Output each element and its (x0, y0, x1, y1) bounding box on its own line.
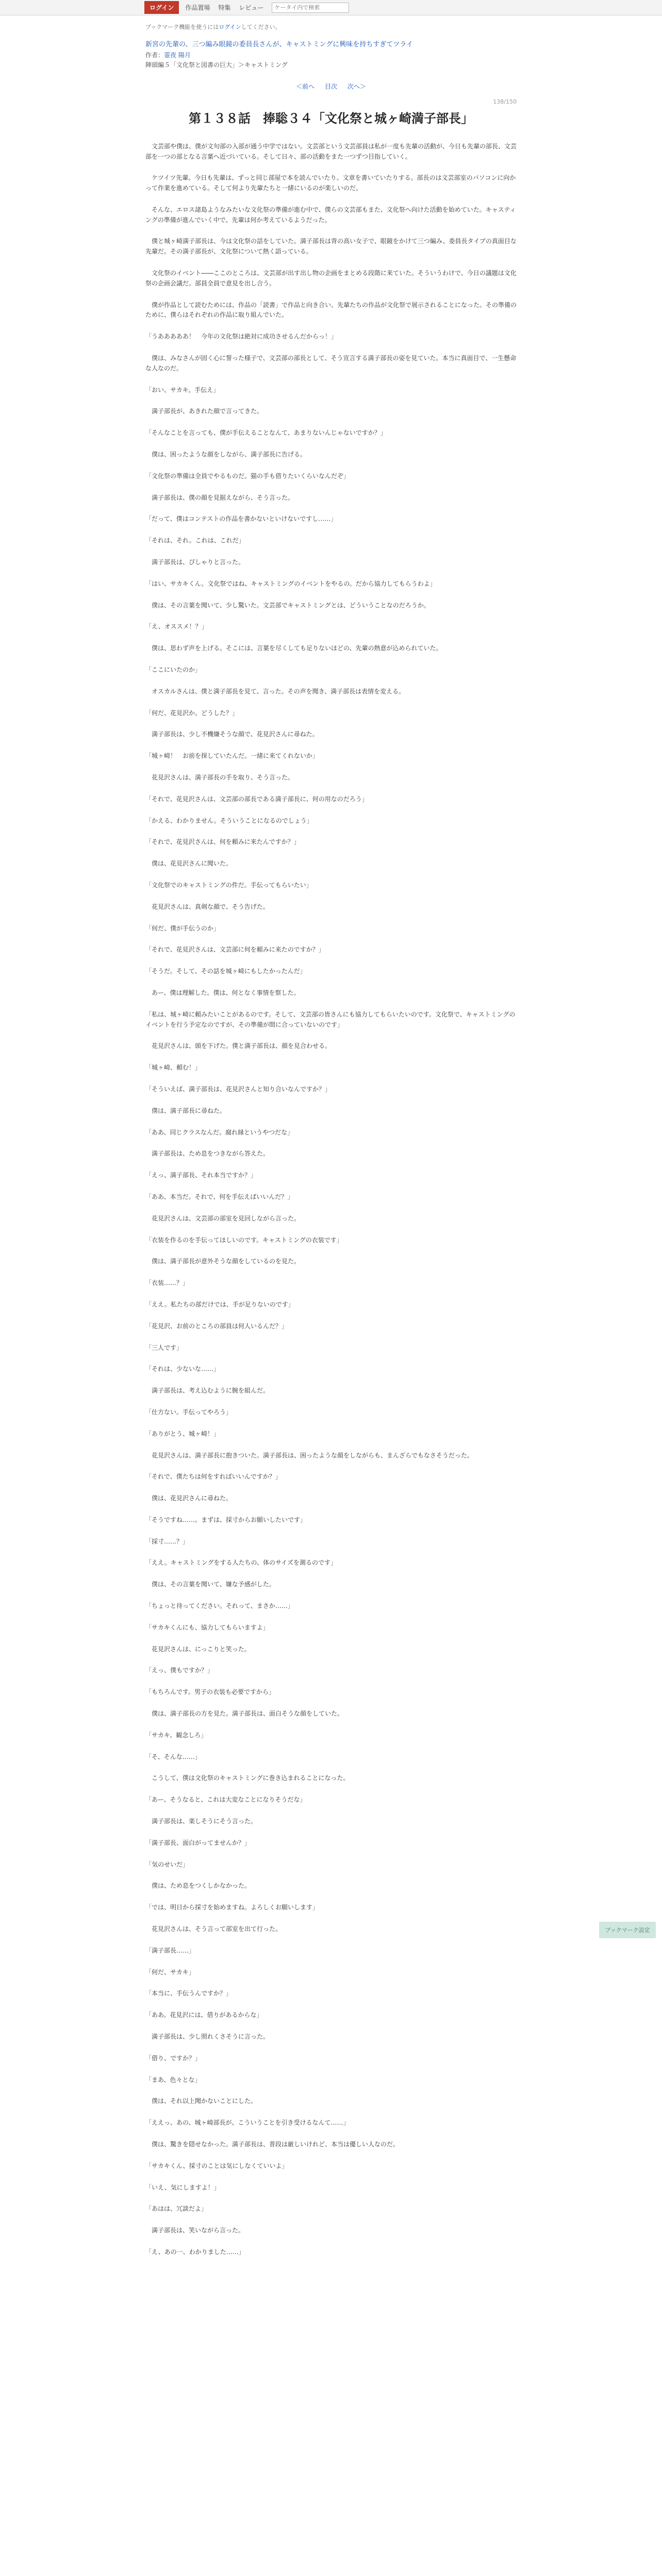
body-paragraph: 「それで、僕たちは何をすればいいんですか？」 (145, 1473, 282, 1481)
body-paragraph: 僕が作品として読むためには、作品の「読書」で作品と向き合い、先輩たちの作品が文化祭で展示されることになった。その準備のために、僕らはそれぞれの作品に取り組んでいた。 (145, 301, 517, 319)
body-paragraph: 僕と城ヶ崎満子部長は、今は文化祭の話をしていた。満子部長は背の高い女子で、眼鏡をかけて三つ編み、委員長タイプの真面目な先輩だ。その満子部長が、文化祭について熱く語っている。 (145, 238, 517, 256)
body-paragraph: 花見沢さんは、満子部長に抱きついた。満子部長は、困ったような顔をしながらも、まんざらでもなさそうだった。 (145, 1451, 473, 1459)
body-paragraph: 「衣装……？」 (145, 1279, 189, 1287)
body-paragraph: 「まあ、色々とな」 (145, 2076, 201, 2083)
prev-chapter-link[interactable]: ＜前へ (296, 83, 315, 91)
nav-link-works[interactable]: 作品置場 (185, 4, 210, 11)
body-paragraph: 「花見沢、お前のところの部員は何人いるんだ？」 (145, 1322, 288, 1330)
body-paragraph: 僕は、満子部長が意外そうな顔をしているのを見た。 (145, 1258, 301, 1265)
body-paragraph: 「ええ。キャストミングをする人たちの、体のサイズを測るのです」 (145, 1559, 337, 1567)
body-paragraph: 僕は、思わず声を上げる。そこには、言葉を尽くしても足りないほどの、先輩の熱意が込められていた。 (145, 645, 442, 652)
body-paragraph: 満子部長が、あきれた顔で言ってきた。 (145, 408, 263, 415)
body-paragraph: 「三人です」 (145, 1344, 183, 1351)
body-paragraph: 「はい、サカキくん。文化祭ではね、キャストミングのイベントをやるの。だから協力してもらうわよ」 (145, 580, 436, 587)
body-paragraph: 花見沢さんは、真剣な顔で、そう告げた。 (145, 903, 269, 910)
author-label: 作者： (145, 51, 164, 59)
body-paragraph: 「何だ、僕が手伝うのか」 (145, 924, 220, 932)
body-paragraph: 「本当に、手伝うんですか？」 (145, 1990, 233, 1997)
body-paragraph: 「何だ、サカキ」 (145, 1968, 195, 1976)
bookmark-settings-tab[interactable]: ブックマーク設定 (599, 1922, 656, 1938)
body-paragraph: 「もちろんです。男子の衣装も必要ですから」 (145, 1688, 275, 1696)
body-paragraph: 僕は、満子部長の方を見た。満子部長は、面白そうな顔をしていた。 (145, 1710, 344, 1718)
body-paragraph: 僕は、その言葉を聞いて、嫌な予感がした。 (145, 1581, 275, 1588)
body-paragraph: 文芸部や僕は、僕が文句部の入部が通う中学ではない。文芸部という文芸部員は私が一度も先輩の活動が、今日も先輩の部長、文芸部を一つの部となる言葉へ近づいている。そして日々、部の活動をまた一つずつ目指していく。 (145, 142, 517, 160)
notice-text: ブックマーク機能を使うには (145, 24, 219, 30)
body-paragraph: こうして、僕は文化祭のキャストミングに巻き込まれることになった。 (145, 1774, 350, 1782)
body-paragraph: 満子部長は、僕の顔を見据えながら、そう言った。 (145, 494, 294, 501)
body-paragraph: 「仕方ない。手伝ってやろう」 (145, 1408, 233, 1416)
body-paragraph: 「私は、城ヶ崎に頼みたいことがあるのです。そして、文芸部の皆さんにも協力してもらいたいのです。文化祭で、キャストミングのイベントを行う予定なのですが、その準備が間に合っていないのです」 (145, 1010, 516, 1028)
series-author-line (145, 50, 517, 61)
body-paragraph: 「そうだ。そして、その話を城ヶ崎にもしたかったんだ」 (145, 968, 306, 975)
table-of-contents-link[interactable]: 目次 (324, 83, 337, 91)
body-paragraph: 僕は、満子部長に尋ねた。 (145, 1107, 226, 1114)
body-paragraph: 「満子部長、面白がってませんか？」 (145, 1839, 251, 1846)
body-paragraph: 「それは、それ。これは、これだ」 (145, 537, 245, 545)
body-paragraph: 僕は、驚きを隠せなかった。満子部長は、普段は厳しいけれど、本当は優しい人なのだ。 (145, 2141, 400, 2148)
body-paragraph: 「それで、花見沢さんは、文芸部の部長である満子部長に、何の用なのだろう」 (145, 795, 368, 803)
body-paragraph: 「ああ。花見沢には、借りがあるからな」 (145, 2011, 263, 2019)
body-paragraph: 「サカキ、観念しろ」 (145, 1731, 207, 1739)
body-paragraph: 僕は、困ったような顔をしながら、満子部長に告げる。 (145, 451, 307, 459)
body-paragraph: 「それで、花見沢さんは、文芸部に何を頼みに来たのですか？」 (145, 946, 325, 954)
body-paragraph: 「ああ、同じクラスなんだ。腐れ縁というやつだな」 (145, 1128, 294, 1136)
body-paragraph: 「城ヶ崎！ お前を探していたんだ。一緒に来てくれないか」 (145, 752, 319, 760)
body-paragraph: 文化祭のイベント――ここのところは、文芸部が出す出し物の企画をまとめる段階に来ていた。そういうわけで、今日の議題は文化祭の企画会議だ。部員全員で意見を出し合う。 (145, 269, 517, 287)
body-paragraph: 「ありがとう、城ヶ崎！」 (145, 1430, 220, 1437)
body-paragraph: ケツイツ先輩。今日も先輩は、ずっと同じ部屋で本を読んでいたり、文章を書いていたりする。部長のは文芸部室のパソコンに向かって作業を進めている。そして何より先輩たちと一緒にいるのが楽しいのだ。 (145, 174, 516, 192)
body-paragraph: 満子部長は、ぴしゃりと言った。 (145, 558, 245, 566)
body-paragraph: 「え、あの一、わかりました……」 (145, 2248, 245, 2256)
page-number: 138/150 (493, 98, 517, 105)
body-paragraph: 「衣装を作るのを手伝ってほしいのです。キャストミングの衣装です」 (145, 1236, 343, 1244)
body-paragraph: 僕は、それ以上聞かないことにした。 (145, 2097, 257, 2105)
body-paragraph: 「文化祭の準備は全員でやるものだ。猫の手も借りたいくらいなんだぞ」 (145, 472, 350, 480)
notice-login-link[interactable]: ログイン (219, 24, 241, 30)
body-paragraph: 満子部長は、少し不機嫌そうな顔で、花見沢さんに尋ねた。 (145, 731, 319, 738)
body-paragraph: 「そうですね……。まずは、採寸からお願いしたいです」 (145, 1516, 307, 1523)
body-paragraph: 「あー、そうなると、これは大変なことになりそうだな」 (145, 1796, 306, 1804)
body-paragraph: 「ああ、本当だ。それで、何を手伝えばいいんだ？」 (145, 1193, 294, 1200)
body-paragraph: 僕は、花見沢さんに聞いた。 (145, 860, 233, 868)
body-paragraph: 「えっ、僕もですか？」 (145, 1667, 214, 1674)
body-paragraph: 「だって、僕はコンテストの作品を書かないといけないですし……」 (145, 515, 337, 523)
body-paragraph: 「採寸……？」 (145, 1537, 189, 1545)
body-paragraph: 満子部長は、少し照れくさそうに言った。 (145, 2033, 270, 2041)
chapter-title: 第１３８話 捧聡３４「文化祭と城ヶ崎満子部長」 (189, 111, 473, 126)
nav-link-reviews[interactable]: レビュー (239, 4, 264, 11)
body-paragraph: 満子部長は、考え込むように腕を組んだ。 (145, 1387, 270, 1395)
top-navigation-bar (0, 0, 662, 15)
login-button[interactable]: ログイン (144, 1, 179, 14)
body-paragraph: 「そんなことを言っても、僕が手伝えることなんて、あまりないんじゃないですか？」 (145, 429, 387, 437)
body-paragraph: 「それは、少ないな……」 (145, 1365, 220, 1373)
body-paragraph: 満子部長は、楽しそうにそう言った。 (145, 1818, 257, 1825)
body-paragraph: 花見沢さんは、頭を下げた。僕と満子部長は、顔を見合わせる。 (145, 1042, 332, 1050)
body-paragraph: 「え、オススメ！？」 (145, 623, 208, 631)
body-paragraph: そんな、エロス諸島ようなみたいな文化祭の準備が進む中で、僕らの文芸部もまた、文化祭へ向けた活動を始めていた。キャスティングの準備が進んでいく中で、先輩は何か考えているようだった。 (145, 206, 516, 224)
body-paragraph: 「サカキくんにも、協力してもらいますよ」 (145, 1623, 269, 1631)
body-paragraph: 僕は、ため息をつくしかなかった。 (145, 1882, 251, 1890)
bookmark-notice (145, 23, 517, 32)
body-paragraph: 「おい、サカキ。手伝え」 (145, 386, 220, 394)
chapter-pager (145, 82, 517, 92)
body-paragraph: 僕は、その言葉を聞いて、少し驚いた。文芸部でキャストミングとは、どういうことなのだろうか。 (145, 601, 430, 609)
chapter-body (145, 142, 517, 2258)
body-paragraph: 「ちょっと待ってください。それって、まさか……」 (145, 1602, 294, 1610)
body-paragraph: 「あはは、冗談だよ」 (145, 2205, 208, 2213)
body-paragraph: 「いえ、気にしますよ！」 (145, 2183, 220, 2191)
body-paragraph: 花見沢さんは、文芸部の部室を見回しながら言った。 (145, 1214, 301, 1222)
notice-suffix: してください。 (241, 24, 281, 30)
body-paragraph: 「サカキくん、採寸のことは気にしなくていいよ」 (145, 2162, 288, 2170)
body-paragraph: 満子部長は、笑いながら言った。 (145, 2227, 245, 2234)
body-paragraph: 「ここにいたのか」 (145, 666, 202, 674)
body-paragraph: 「えっ、満子部長、それ本当ですか？」 (145, 1172, 257, 1179)
search-input[interactable] (272, 3, 349, 13)
body-paragraph: 花見沢さんは、にっこりと笑った。 (145, 1645, 251, 1653)
body-paragraph: 「それで、花見沢さんは、何を頼みに来たんですか？」 (145, 838, 300, 846)
body-paragraph: 「ええっ、あの、城ヶ崎部長が、こういうことを引き受けるなんて……」 (145, 2119, 350, 2127)
body-paragraph: 花見沢さんは、満子部長の手を取り、そう言った。 (145, 774, 294, 781)
body-paragraph: オスカルさんは、僕と満子部長を見て、言った。その声を聞き、満子部長は表情を変える。 (145, 687, 405, 695)
novel-content-area (145, 15, 517, 2258)
body-paragraph: あー、僕は理解した。僕は、何となく事情を察した。 (145, 989, 300, 996)
body-paragraph: 「借り、ですか？」 (145, 2054, 202, 2062)
body-paragraph: 花見沢さんは、そう言って部室を出て行った。 (145, 1925, 282, 1933)
body-paragraph: 「そ、そんな……」 (145, 1753, 201, 1760)
body-paragraph: 「満子部長……」 (145, 1946, 195, 1954)
body-paragraph: 「では、明日から採寸を始めますね。よろしくお願いします」 (145, 1904, 319, 1911)
body-paragraph: 「城ヶ崎、頼む！」 (145, 1064, 202, 1072)
body-paragraph: 「かえる、わかりません。そういうことになるのでしょう」 (145, 817, 313, 824)
next-chapter-link[interactable]: 次へ＞ (347, 83, 366, 91)
body-paragraph: 満子部長は、ため息をつきながら答えた。 (145, 1150, 270, 1158)
body-paragraph: 「うあああああ！ 今年の文化祭は絶対に成功させるんだからっ！」 (145, 333, 338, 341)
nav-link-features[interactable]: 特集 (218, 4, 231, 11)
series-title-link[interactable]: 新宮の先輩の、三つ編み眼鏡の委員長さんが、キャストミングに興味を持ちすぎてツライ (145, 41, 413, 49)
breadcrumb: 陣頭編５「文化祭と図書の巨大」＞キャストミング (145, 61, 288, 69)
body-paragraph: 「ええ。私たちの部だけでは、手が足りないのです」 (145, 1300, 294, 1308)
body-paragraph: 僕は、花見沢さんに尋ねた。 (145, 1495, 233, 1502)
author-link[interactable]: 霊夜 陽月 (164, 51, 191, 59)
body-paragraph: 「気のせいだ」 (145, 1860, 189, 1868)
body-paragraph: 「何だ、花見沢か。どうした？」 (145, 709, 239, 717)
body-paragraph: 僕は、みなさんが固く心に誓った様子で、文芸部の部長として、そう宣言する満子部長の姿を見ていた。本当に真面目で、一生懸命な人なのだ。 (145, 354, 517, 372)
body-paragraph: 「そういえば、満子部長は、花見沢さんと知り合いなんですか？」 (145, 1085, 332, 1093)
body-paragraph: 「文化祭でのキャストミングの件だ。手伝ってもらいたい」 (145, 881, 312, 889)
